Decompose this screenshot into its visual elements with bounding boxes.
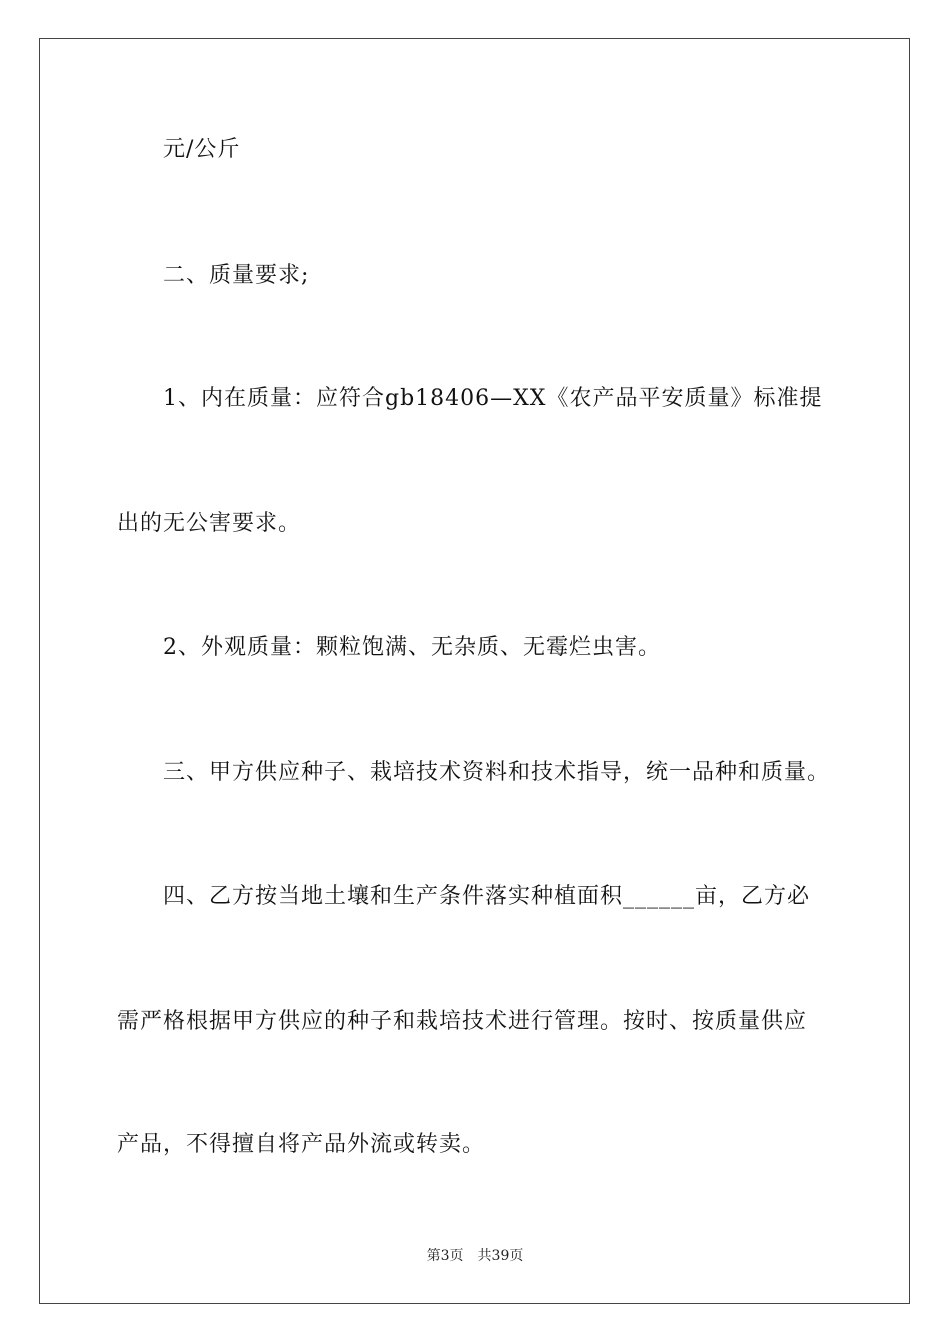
page-footer — [0, 1247, 950, 1265]
total-pages: 共39页 — [477, 1248, 524, 1264]
text-line-3: 1、内在质量：应符合gb18406—XX《农产品平安质量》标准提 — [163, 386, 823, 411]
page-border — [39, 38, 910, 1304]
text-line-4: 出的无公害要求。 — [117, 511, 302, 536]
text-line-6: 三、甲方供应种子、栽培技术资料和技术指导，统一品种和质量。 — [163, 760, 831, 785]
text-line-1: 元/公斤 — [163, 137, 241, 162]
text-line-5: 2、外观质量：颗粒饱满、无杂质、无霉烂虫害。 — [163, 635, 661, 660]
section-heading-quality: 二、质量要求; — [163, 263, 310, 288]
page-number: 第3页 — [426, 1248, 464, 1264]
text-line-8: 需严格根据甲方供应的种子和栽培技术进行管理。按时、按质量供应 — [117, 1009, 808, 1034]
text-line-7: 四、乙方按当地土壤和生产条件落实种植面积______亩，乙方必 — [163, 884, 811, 909]
text-line-9: 产品，不得擅自将产品外流或转卖。 — [117, 1132, 486, 1157]
